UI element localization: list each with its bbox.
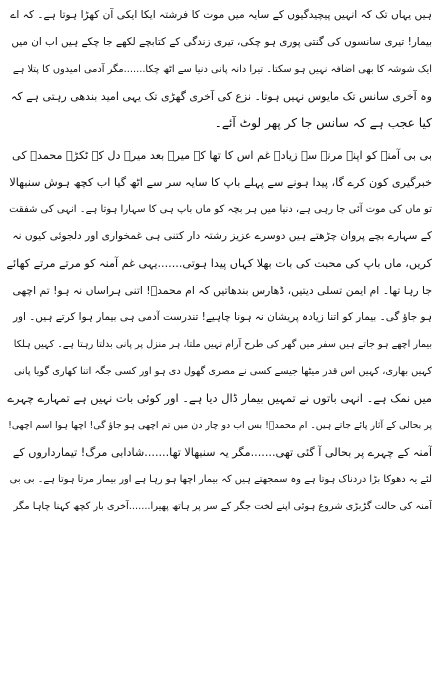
- text-line: بیمار اچھے ہو جاتے ہیں سفر میں گھر کی طرح آرام نہیں ملتا، ہر منزل پر پانی بدلتا رہتا ہے۔ کہیں ہلکا: [13, 339, 432, 350]
- paragraph-1: [6, 2, 432, 137]
- text-line: پر بحالی کے آثار پائے جاتے ہیں۔ ام محمدؐ! بس اب دو چار دن میں تم اچھی ہو جاؤ گی! اچھا ہوا اسم اچھی!: [8, 420, 432, 431]
- text-line: میں نمک ہے۔ انہی باتوں نے تمہیں بیمار ڈال دیا ہے۔ اور کوئی بات نہیں ہے تمہارے چہرے: [7, 391, 432, 405]
- text-line: جا رہا تھا۔ ام ایمن تسلی دیتیں، ڈھارس بندھاتیں کہ ام محمدؐ! اتنی ہراساں نہ ہو! تم اچھی: [12, 284, 432, 297]
- text-line: کہیں بھاری، کہیں اس قدر میٹھا جیسے کسی نے مصری گھول دی ہو اور کسی جگہ اتنا کھاری گویا پانی: [14, 366, 432, 377]
- text-line: آمنہ کے چہرے پر بحالی آ گئی تھی.......مگر یہ سنبھالا تھا.......شادابی مرگ! تیمارداروں کے: [12, 446, 432, 459]
- text-line: بی بی آمنہ کو اپنے مرنے سے زیادہ غم اس کا تھا کہ میرے بعد میرے دل کے ٹکڑے محمدؐ کی: [12, 149, 432, 162]
- text-line: وہ آخری سانس تک مایوس نہیں ہوتا۔ نزع کی آخری گھڑی تک یہی امید بندھی رہتی ہے کہ: [10, 90, 432, 103]
- text-line: تو ماں کی موت آئی جا رہی ہے، دنیا میں ہر بچہ کو ماں باپ ہی کا سہارا ہوتا ہے۔ انہی کی شفقت: [9, 204, 432, 215]
- text-line: کیا عجب ہے کہ سانس جا کر پھر لوٹ آئے۔: [214, 116, 432, 130]
- paragraph-2: [6, 142, 432, 520]
- text-line: ہو جاؤ گی۔ بیمار کو اتنا زیادہ پریشان نہ ہونا چاہیے! تندرست آدمی ہی بیمار ہوا کرتے ہیں۔ اور: [12, 311, 432, 323]
- text-line: کریں، ماں باپ کی محبت کی بات بھلا کہاں پیدا ہوتی.......یہی غم آمنہ کو مرتے مرتے کھائے: [6, 257, 432, 270]
- text-line: بیمار! تیری سانسوں کی گنتی پوری ہو چکی، تیری زندگی کے کتابچے لکھے جا چکے ہیں اب ان میں: [11, 36, 432, 48]
- text-line: ایک شوشہ کا بھی اضافہ نہیں ہو سکتا۔ تیرا دانہ پانی دنیا سے اٹھ چکا.......مگر آدمی امیدوں کا پتلا ہے: [12, 64, 432, 75]
- text-line: خبرگیری کون کرے گا، پیدا ہونے سے پہلے باپ کا سایہ سر سے اٹھ گیا اب کچھ ہوش سنبھالا: [9, 176, 432, 189]
- text-line: کے سہارے بچے پروان چڑھتے ہیں دوسرے عزیز رشتہ دار کتنی ہی غمخواری اور دلجوئی کیوں نہ: [12, 230, 432, 242]
- text-line: ہیں یہاں تک کہ انہیں پیچیدگیوں کے سایہ میں موت کا فرشتہ ایکا ایکی آن کھڑا ہوتا ہے۔ کہ اے: [10, 9, 432, 21]
- text-line: لئے یہ دھوکا بڑا دردناک ہوتا ہے وہ سمجھتے ہیں کہ بیمار اچھا ہو رہا ہے اور بیمار مرتا ہوتا ہے۔ بی بی: [9, 474, 432, 485]
- text-line: آمنہ کی حالت گڑبڑی شروع ہوئی اپنے لخت جگر کے سر پر ہاتھ پھیرا.......آخری بار کچھ کہنا چاہا مگر: [13, 501, 432, 512]
